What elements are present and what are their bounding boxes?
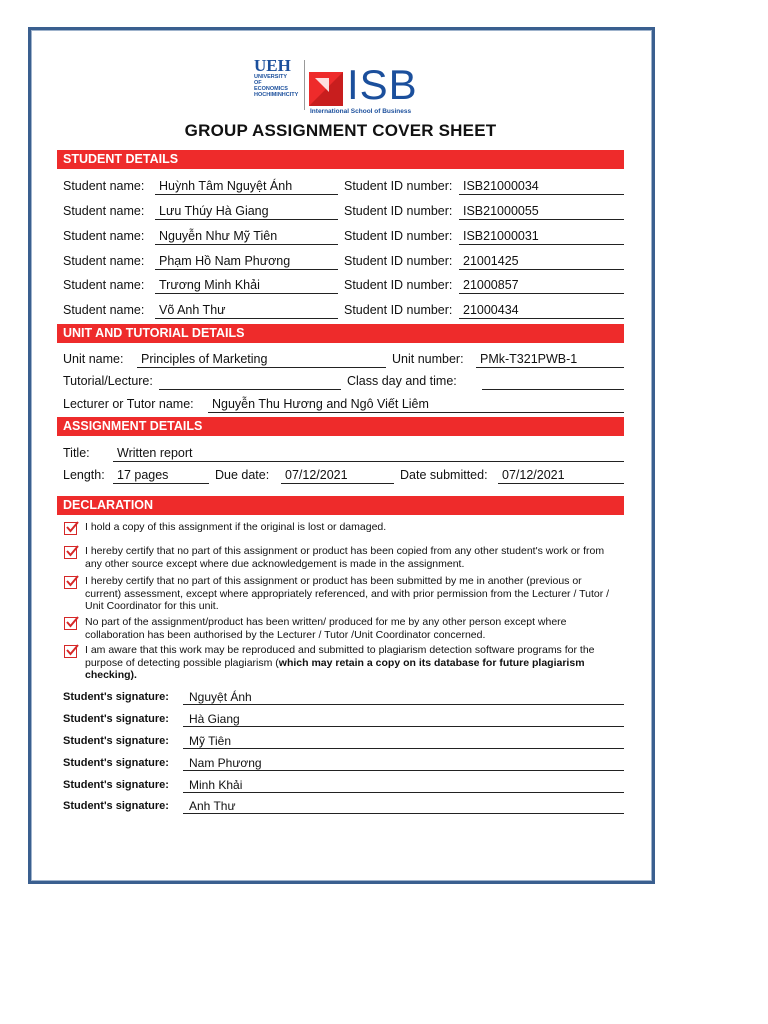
student-name-field[interactable]: Huỳnh Tâm Nguyệt Ánh bbox=[155, 179, 338, 195]
ueh-logo-subtitle bbox=[254, 74, 304, 98]
lecturer-label: Lecturer or Tutor name: bbox=[63, 397, 194, 411]
ueh-logo-subtitle-line: HOCHIMINHCITY bbox=[254, 92, 299, 98]
signature-label: Student's signature: bbox=[63, 691, 169, 703]
checkmark-icon bbox=[65, 616, 79, 630]
student-id-field[interactable]: 21001425 bbox=[459, 254, 624, 270]
student-id-label: Student ID number: bbox=[344, 204, 453, 218]
isb-logo-subtitle: International School of Business bbox=[310, 108, 412, 115]
tutorial-field[interactable] bbox=[159, 374, 341, 390]
ueh-logo bbox=[254, 58, 304, 104]
student-name-label: Student name: bbox=[63, 303, 145, 317]
length-label: Length: bbox=[63, 468, 105, 482]
declaration-checkbox[interactable] bbox=[64, 546, 77, 559]
tutorial-label: Tutorial/Lecture: bbox=[63, 374, 153, 388]
signature-field[interactable]: Anh Thư bbox=[183, 799, 624, 814]
date-submitted-label: Date submitted: bbox=[400, 468, 488, 482]
student-name-label: Student name: bbox=[63, 278, 145, 292]
student-name-field[interactable]: Phạm Hồ Nam Phương bbox=[155, 254, 338, 270]
title-field[interactable]: Written report bbox=[113, 446, 624, 462]
student-id-field[interactable]: ISB21000055 bbox=[459, 204, 624, 220]
student-name-field[interactable]: Võ Anh Thư bbox=[155, 303, 338, 319]
student-id-field[interactable]: ISB21000034 bbox=[459, 179, 624, 195]
student-id-label: Student ID number: bbox=[344, 278, 453, 292]
student-id-label: Student ID number: bbox=[344, 303, 453, 317]
declaration-text bbox=[85, 644, 620, 682]
checkmark-icon bbox=[65, 545, 79, 559]
due-date-field[interactable]: 07/12/2021 bbox=[281, 468, 394, 484]
student-id-label: Student ID number: bbox=[344, 179, 453, 193]
declaration-text-part: I hold a copy of this assignment if the original is lost or damaged. bbox=[85, 521, 387, 533]
checkmark-icon bbox=[65, 521, 79, 535]
student-name-label: Student name: bbox=[63, 254, 145, 268]
class-day-label: Class day and time: bbox=[347, 374, 457, 388]
date-submitted-field[interactable]: 07/12/2021 bbox=[498, 468, 624, 484]
unit-number-field[interactable]: PMk-T321PWB-1 bbox=[476, 352, 624, 368]
signature-label: Student's signature: bbox=[63, 800, 169, 812]
declaration-text bbox=[85, 545, 620, 570]
logo-divider bbox=[304, 60, 305, 110]
isb-logo-text: ISB bbox=[347, 61, 418, 108]
student-id-label: Student ID number: bbox=[344, 229, 453, 243]
signature-label: Student's signature: bbox=[63, 735, 169, 747]
student-name-label: Student name: bbox=[63, 204, 145, 218]
declaration-text bbox=[85, 575, 620, 613]
student-id-field[interactable]: ISB21000031 bbox=[459, 229, 624, 245]
student-name-label: Student name: bbox=[63, 179, 145, 193]
declaration-text bbox=[85, 521, 620, 534]
declaration-text-part: No part of the assignment/product has been written/ produced for me by any other person except where collaboration has been authorised by the Lecturer / Tutor /Unit Coordinator concerned. bbox=[85, 616, 567, 641]
checkmark-icon bbox=[65, 575, 79, 589]
length-field[interactable]: 17 pages bbox=[113, 468, 209, 484]
ueh-logo-text: UEH bbox=[254, 56, 291, 75]
title-label: Title: bbox=[63, 446, 90, 460]
isb-logo-mark bbox=[309, 72, 343, 106]
signature-field[interactable]: Minh Khải bbox=[183, 778, 624, 793]
unit-number-label: Unit number: bbox=[392, 352, 464, 366]
student-name-field[interactable]: Lưu Thúy Hà Giang bbox=[155, 204, 338, 220]
student-id-field[interactable]: 21000434 bbox=[459, 303, 624, 319]
lecturer-field[interactable]: Nguyễn Thu Hương and Ngô Viết Liêm bbox=[208, 397, 624, 413]
declaration-checkbox[interactable] bbox=[64, 522, 77, 535]
declaration-text-bold: which may retain a copy on its database for future plagiarism checking). bbox=[85, 656, 585, 681]
unit-name-field[interactable]: Principles of Marketing bbox=[137, 352, 386, 368]
assignment-details-header: ASSIGNMENT DETAILS bbox=[57, 417, 624, 436]
signature-label: Student's signature: bbox=[63, 779, 169, 791]
declaration-text bbox=[85, 616, 620, 641]
class-day-field[interactable] bbox=[482, 374, 624, 390]
student-name-field[interactable]: Nguyễn Như Mỹ Tiên bbox=[155, 229, 338, 245]
student-id-field[interactable]: 21000857 bbox=[459, 278, 624, 294]
ueh-logo-subtitle-line: OF bbox=[254, 80, 262, 86]
declaration-checkbox[interactable] bbox=[64, 617, 77, 630]
signature-label: Student's signature: bbox=[63, 757, 169, 769]
declaration-text-part: I am aware that this work may be reproduced and submitted to plagiarism detection software programs for the purpose of detecting possible plagiarism ( bbox=[85, 644, 595, 669]
declaration-text-part: I hereby certify that no part of this assignment or product has been copied from any other student's work or from any other source except where due acknowledgement is made in the assignment. bbox=[85, 545, 605, 570]
signature-field[interactable]: Nam Phương bbox=[183, 756, 624, 771]
signature-field[interactable]: Mỹ Tiên bbox=[183, 734, 624, 749]
declaration-text-part: I hereby certify that no part of this assignment or product has been submitted by me in another (previous or current) assessment, except where appropriately referenced, and with prior permission from the Lecturer / Tutor / Unit Coordinator for this unit. bbox=[85, 575, 610, 612]
declaration-header: DECLARATION bbox=[57, 496, 624, 515]
checkmark-icon bbox=[65, 644, 79, 658]
declaration-checkbox[interactable] bbox=[64, 645, 77, 658]
ueh-logo-subtitle-line: ECONOMICS bbox=[254, 86, 288, 92]
page-title: GROUP ASSIGNMENT COVER SHEET bbox=[184, 121, 497, 140]
ueh-logo-subtitle-line: UNIVERSITY bbox=[254, 74, 288, 80]
student-name-label: Student name: bbox=[63, 229, 145, 243]
declaration-checkbox[interactable] bbox=[64, 576, 77, 589]
student-name-field[interactable]: Trương Minh Khải bbox=[155, 278, 338, 294]
unit-name-label: Unit name: bbox=[63, 352, 124, 366]
signature-label: Student's signature: bbox=[63, 713, 169, 725]
student-details-header: STUDENT DETAILS bbox=[57, 150, 624, 169]
signature-field[interactable]: Hà Giang bbox=[183, 712, 624, 727]
due-date-label: Due date: bbox=[215, 468, 270, 482]
unit-details-header: UNIT AND TUTORIAL DETAILS bbox=[57, 324, 624, 343]
student-id-label: Student ID number: bbox=[344, 254, 453, 268]
signature-field[interactable]: Nguyệt Ánh bbox=[183, 690, 624, 705]
